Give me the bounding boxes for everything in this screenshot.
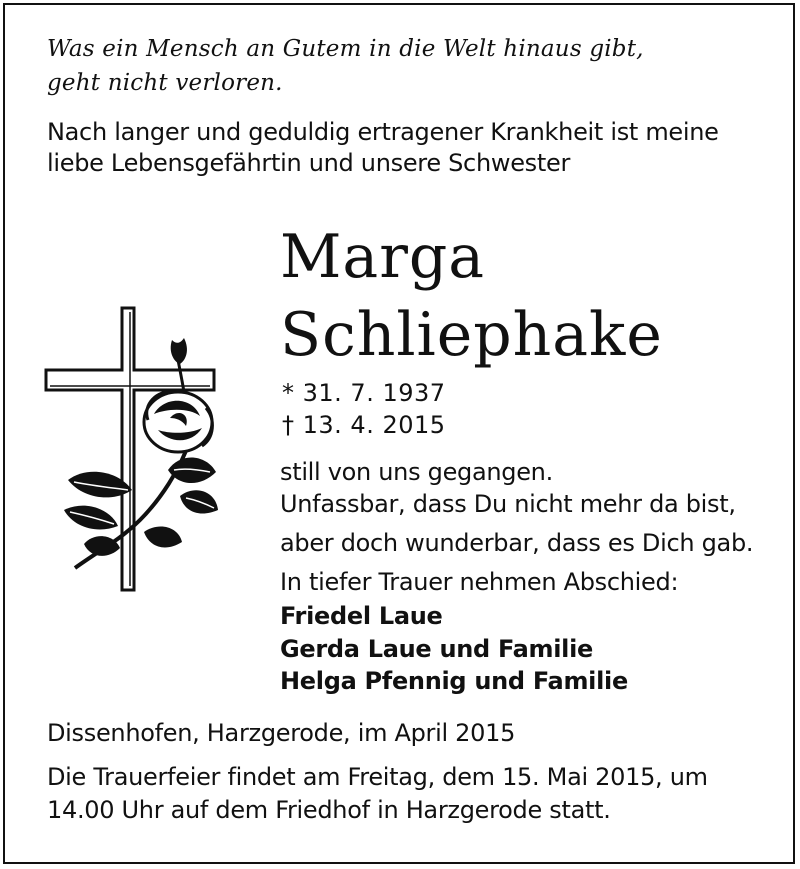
motto-line-1: Was ein Mensch an Gutem in die Welt hinaus gibt, xyxy=(47,36,644,62)
mourner-name: Helga Pfennig und Familie xyxy=(280,667,628,695)
funeral-line-1: Die Trauerfeier findet am Freitag, dem 15. Mai 2015, um xyxy=(47,763,708,791)
place-date: Dissenhofen, Harzgerode, im April 2015 xyxy=(47,719,516,747)
birth-date: * 31. 7. 1937 xyxy=(282,379,446,407)
deceased-first-name: Marga xyxy=(280,222,486,292)
death-date: † 13. 4. 2015 xyxy=(282,411,446,439)
message-line-1: still von uns gegangen. xyxy=(280,458,553,486)
motto-line-2: geht nicht verloren. xyxy=(47,70,283,96)
message-line-2: Unfassbar, dass Du nicht mehr da bist, xyxy=(280,490,736,518)
cross-with-rose-icon xyxy=(40,300,240,605)
funeral-line-2: 14.00 Uhr auf dem Friedhof in Harzgerode statt. xyxy=(47,796,611,824)
deceased-last-name: Schliephake xyxy=(280,300,663,370)
mourner-name: Friedel Laue xyxy=(280,602,443,630)
message-line-3: aber doch wunderbar, dass es Dich gab. xyxy=(280,529,754,557)
mourners-intro: In tiefer Trauer nehmen Abschied: xyxy=(280,568,679,596)
mourner-name: Gerda Laue und Familie xyxy=(280,635,594,663)
intro-line-2: liebe Lebensgefährtin und unsere Schwester xyxy=(47,149,571,177)
intro-line-1: Nach langer und geduldig ertragener Krankheit ist meine xyxy=(47,118,719,146)
